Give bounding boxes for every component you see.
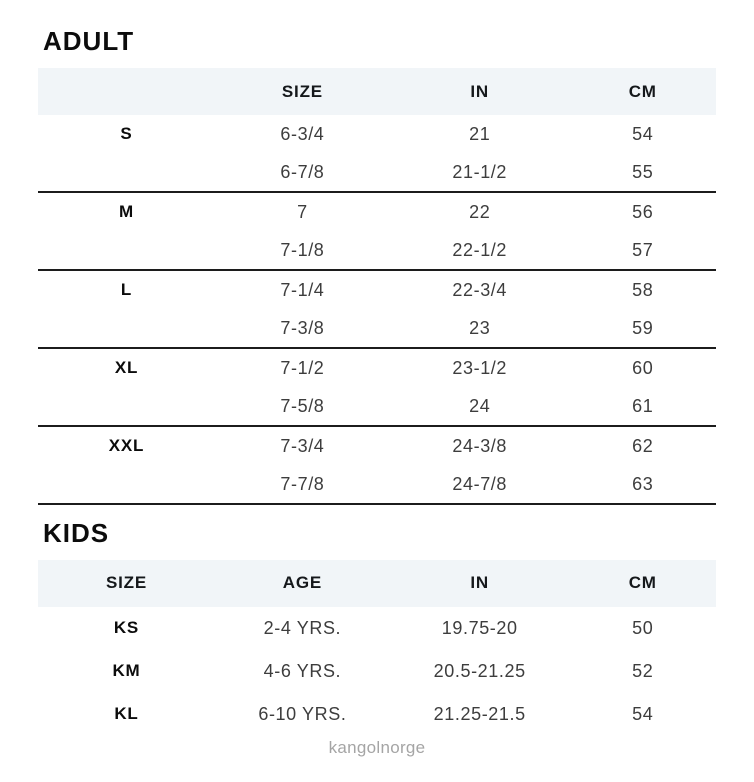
size-label-cell: KM: [112, 661, 141, 681]
table-cell: 55: [632, 161, 654, 182]
table-cell: 22-3/4: [452, 279, 508, 300]
table-cell: 7-5/8: [280, 395, 325, 416]
table-row: [38, 231, 716, 269]
table-cell: 52: [632, 660, 654, 681]
kids-column-header-in: IN: [470, 573, 489, 593]
table-row: [38, 650, 716, 693]
table-cell: 23-1/2: [452, 357, 508, 378]
table-cell: 7-1/4: [280, 279, 325, 300]
table-cell: 24: [469, 395, 491, 416]
kids-size-table: [38, 560, 716, 736]
size-label-cell: L: [120, 280, 133, 300]
table-row: [38, 693, 716, 736]
adult-column-header-cm: CM: [628, 81, 657, 101]
adult-size-group-s: [38, 115, 716, 193]
adult-size-group-m: [38, 193, 716, 271]
table-cell: 22: [469, 201, 491, 222]
adult-table-header-row: [38, 68, 716, 115]
table-cell: 6-10 YRS.: [258, 703, 347, 724]
table-cell: 7-3/8: [280, 317, 325, 338]
table-cell: 58: [632, 279, 654, 300]
table-row: [38, 309, 716, 347]
table-cell: 61: [632, 395, 654, 416]
table-row: [38, 387, 716, 425]
adult-size-table: [38, 68, 716, 505]
table-row: [38, 115, 716, 153]
table-cell: 63: [632, 473, 654, 494]
kids-table-header-row: [38, 560, 716, 607]
kids-column-header-size: SIZE: [105, 573, 147, 593]
table-cell: 56: [632, 201, 654, 222]
table-cell: 54: [632, 703, 654, 724]
adult-section-title: ADULT: [43, 26, 135, 56]
size-label-cell: XL: [114, 358, 139, 378]
kids-column-header-age: AGE: [282, 573, 323, 593]
table-cell: 7-3/4: [280, 435, 325, 456]
table-cell: 20.5-21.25: [433, 660, 526, 681]
table-cell: 59: [632, 317, 654, 338]
table-cell: 2-4 YRS.: [263, 617, 342, 638]
table-cell: 21-1/2: [452, 161, 508, 182]
size-guide-page: [0, 28, 754, 756]
table-row: [38, 465, 716, 503]
table-cell: 7-1/2: [280, 357, 325, 378]
table-row: [38, 349, 716, 387]
table-cell: 7-7/8: [280, 473, 325, 494]
table-row: [38, 193, 716, 231]
brand-watermark: kangolnorge: [328, 737, 426, 757]
table-cell: 19.75-20: [441, 617, 518, 638]
table-row: [38, 271, 716, 309]
table-cell: 57: [632, 239, 654, 260]
size-label-cell: S: [120, 124, 133, 144]
table-row: [38, 607, 716, 650]
table-cell: 7: [297, 201, 308, 222]
size-label-cell: KL: [114, 704, 139, 724]
table-cell: 7-1/8: [280, 239, 325, 260]
table-cell: 60: [632, 357, 654, 378]
table-cell: 6-7/8: [280, 161, 325, 182]
table-row: [38, 153, 716, 191]
table-cell: 62: [632, 435, 654, 456]
adult-size-group-l: [38, 271, 716, 349]
adult-size-group-xl: [38, 349, 716, 427]
adult-column-header-size: SIZE: [281, 81, 323, 101]
table-cell: 21.25-21.5: [433, 703, 526, 724]
table-cell: 54: [632, 123, 654, 144]
adult-table-body: [38, 115, 716, 505]
kids-table-body: [38, 607, 716, 736]
size-label-cell: XXL: [108, 436, 145, 456]
table-cell: 4-6 YRS.: [263, 660, 342, 681]
size-label-cell: M: [118, 202, 134, 222]
kids-section-title: KIDS: [43, 518, 110, 549]
table-cell: 24-3/8: [452, 435, 508, 456]
size-label-cell: KS: [113, 618, 140, 638]
table-cell: 6-3/4: [280, 123, 325, 144]
table-cell: 22-1/2: [452, 239, 508, 260]
adult-column-header-in: IN: [470, 81, 489, 101]
table-cell: 23: [469, 317, 491, 338]
table-row: [38, 427, 716, 465]
kids-column-header-cm: CM: [628, 573, 657, 593]
table-cell: 50: [632, 617, 654, 638]
table-cell: 21: [469, 123, 491, 144]
adult-size-group-xxl: [38, 427, 716, 505]
table-cell: 24-7/8: [452, 473, 508, 494]
